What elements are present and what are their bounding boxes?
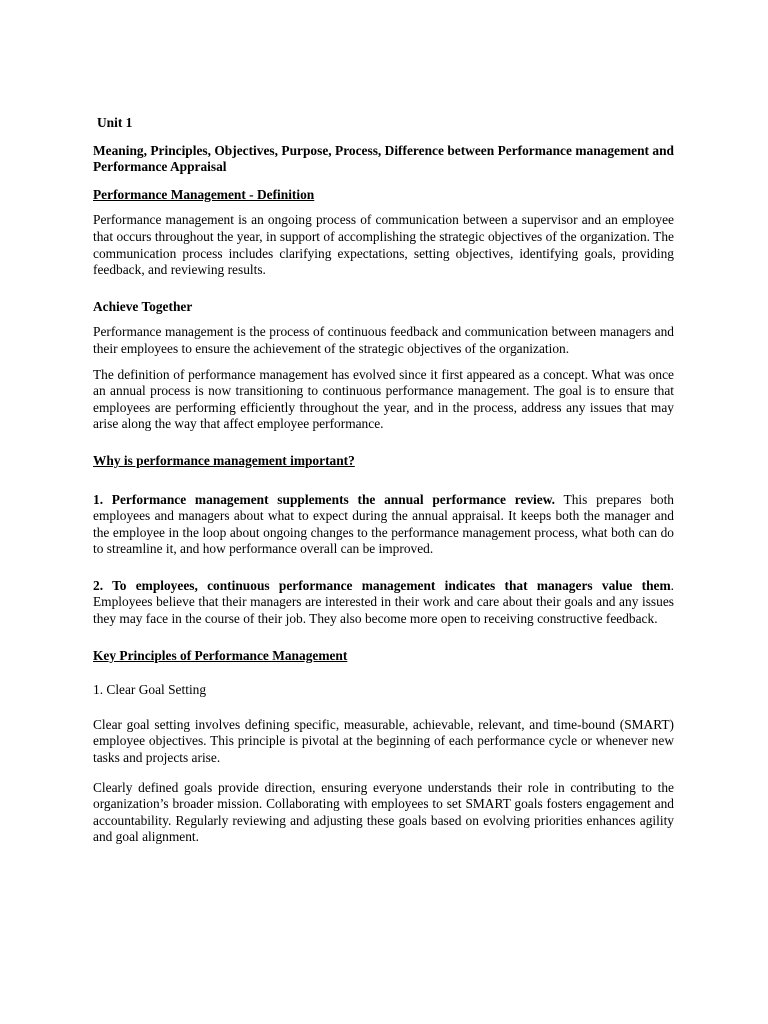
heading-key-principles: Key Principles of Performance Management [93,647,348,663]
why-item-1-lead: 1. Performance management supplements the annual performance review. [93,491,555,507]
document-content [93,115,674,846]
why-item-1 [93,492,674,558]
achieve-paragraph-1: Performance management is the process of continuous feedback and communication between managers and their employees to ensure the achievement of the strategic objectives of the organization. [93,324,674,356]
goal-paragraph-1: Clear goal setting involves defining specific, measurable, achievable, relevant, and time-bound (SMART) employee objectives. This principle is pivotal at the beginning of each performance cycle or whenever new tasks and projects arise. [93,716,674,766]
unit-label: Unit 1 [97,115,133,130]
heading-why-important: Why is performance management important? [93,452,355,468]
achieve-paragraph-2: The definition of performance management has evolved since it first appeared as a concept. What was once an annual process is now transitioning to continuous performance management. The goal is to ensure that employees are performing efficiently throughout the year, and in the process, address any issues that may arise along the way that affect employee performance. [93,366,674,432]
why-item-2-text: . Employees believe that their managers are interested in their work and care about their goals and any issues they may face in the course of their job. They also become more open to receiving constructive feedback. [93,577,674,627]
document-title: Meaning, Principles, Objectives, Purpose, Process, Difference between Performance management and Performance Appraisal [93,142,674,175]
definition-paragraph: Performance management is an ongoing process of communication between a supervisor and an employee that occurs throughout the year, in support of accomplishing the strategic objectives of the organization. The communication process includes clarifying expectations, setting objectives, identifying goals, providing feedback, and reviewing results. [93,212,674,278]
subheading-clear-goal-setting: 1. Clear Goal Setting [93,682,207,698]
why-item-1-text: This prepares both employees and managers about what to expect during the annual appraisal. It keeps both the manager and the employee in the loop about ongoing changes to the performance management process, what both can do to streamline it, and how performance overall can be improved. [93,491,675,557]
goal-paragraph-2: Clearly defined goals provide direction, ensuring everyone understands their role in contributing to the organization’s broader mission. Collaborating with employees to set SMART goals fosters engagement and accountability. Regularly reviewing and adjusting these goals based on evolving priorities enhances agility and goal alignment. [93,779,674,845]
heading-definition: Performance Management - Definition [93,186,315,202]
why-item-2 [93,578,674,628]
why-item-2-lead: 2. To employees, continuous performance management indicates that managers value them [93,577,671,593]
heading-achieve-together: Achieve Together [93,298,193,314]
